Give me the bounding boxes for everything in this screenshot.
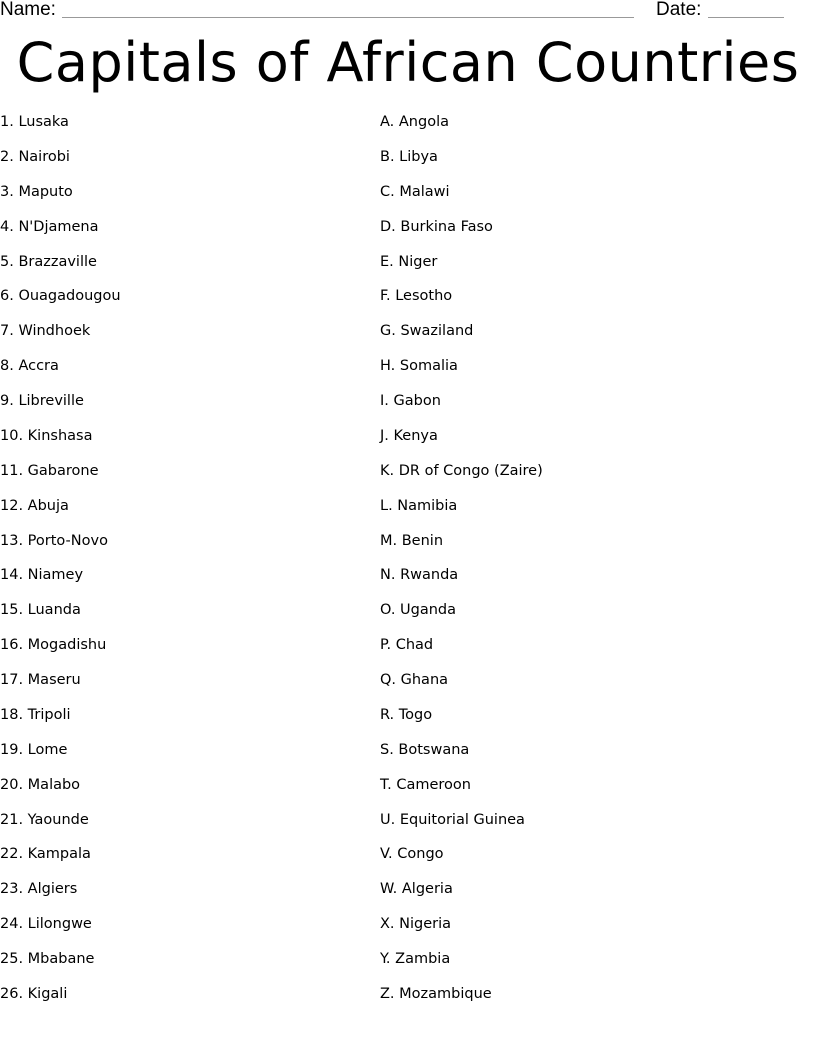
country-item: G. Swaziland — [380, 323, 474, 340]
capital-item: 25. Mbabane — [0, 951, 95, 967]
capital-item: 7. Windhoek — [0, 323, 91, 340]
date-blank-line — [708, 17, 784, 18]
name-label: Name: — [0, 0, 56, 20]
country-item: X. Nigeria — [380, 916, 452, 933]
capital-item: 18. Tripoli — [0, 706, 71, 723]
capital-item: 26. Kigali — [0, 985, 68, 1002]
date-label: Date: — [656, 0, 702, 20]
country-item: F. Lesotho — [380, 288, 453, 305]
country-item: Y. Zambia — [380, 951, 451, 967]
capital-item: 12. Abuja — [0, 497, 69, 514]
country-item: U. Equitorial Guinea — [380, 811, 525, 828]
country-item: S. Botswana — [380, 741, 470, 758]
country-item: O. Uganda — [380, 602, 457, 619]
country-item: V. Congo — [380, 846, 444, 863]
capital-item: 17. Maseru — [0, 672, 81, 688]
country-item: D. Burkina Faso — [380, 218, 493, 235]
capital-item: 20. Malabo — [0, 776, 81, 793]
worksheet-header — [0, 0, 816, 24]
country-item: B. Libya — [380, 148, 438, 165]
country-item: A. Angola — [380, 114, 449, 130]
countries-list — [380, 112, 543, 1019]
country-item: T. Cameroon — [380, 776, 471, 793]
capital-item: 14. Niamey — [0, 567, 84, 584]
country-item: Q. Ghana — [380, 672, 449, 688]
country-item: K. DR of Congo (Zaire) — [380, 462, 543, 479]
capital-item: 8. Accra — [0, 358, 59, 375]
country-item: Z. Mozambique — [380, 985, 492, 1002]
country-item: M. Benin — [380, 532, 444, 549]
capital-item: 10. Kinshasa — [0, 427, 93, 444]
country-item: C. Malawi — [380, 183, 450, 200]
capital-item: 23. Algiers — [0, 881, 78, 898]
capital-item: 5. Brazzaville — [0, 253, 97, 270]
capital-item: 21. Yaounde — [0, 811, 89, 828]
capital-item: 15. Luanda — [0, 602, 81, 619]
capital-item: 3. Maputo — [0, 183, 73, 200]
country-item: J. Kenya — [380, 427, 438, 444]
country-item: N. Rwanda — [380, 567, 459, 584]
capital-item: 4. N'Djamena — [0, 218, 99, 235]
country-item: W. Algeria — [380, 881, 453, 898]
capital-item: 2. Nairobi — [0, 148, 70, 165]
capital-item: 19. Lome — [0, 741, 68, 758]
page-title: Capitals of African Countries — [16, 31, 800, 94]
capital-item: 13. Porto-Novo — [0, 532, 108, 549]
capital-item: 1. Lusaka — [0, 114, 69, 130]
country-item: R. Togo — [380, 706, 433, 723]
capitals-list — [0, 112, 121, 1019]
capital-item: 9. Libreville — [0, 393, 84, 409]
country-item: I. Gabon — [380, 393, 441, 409]
capital-item: 22. Kampala — [0, 846, 91, 863]
country-item: H. Somalia — [380, 358, 458, 375]
country-item: L. Namibia — [380, 497, 458, 514]
country-item: E. Niger — [380, 253, 438, 270]
capital-item: 6. Ouagadougou — [0, 288, 121, 305]
capital-item: 11. Gabarone — [0, 462, 99, 479]
name-blank-line — [62, 17, 634, 18]
capital-item: 16. Mogadishu — [0, 637, 107, 654]
country-item: P. Chad — [380, 637, 434, 654]
capital-item: 24. Lilongwe — [0, 916, 92, 933]
